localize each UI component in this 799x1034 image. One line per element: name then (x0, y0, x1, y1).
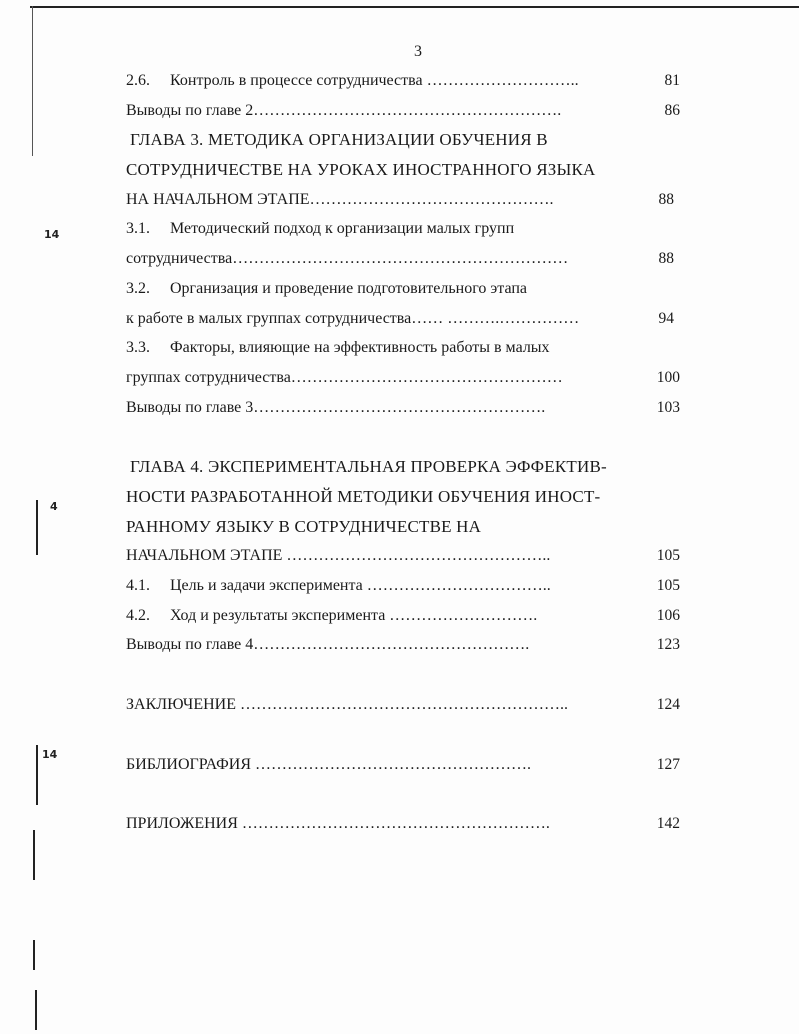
margin-mark: 14 (44, 228, 60, 241)
scan-top-border (30, 6, 799, 8)
toc-entry-number: 4.1. (126, 577, 150, 594)
toc-chapter-line (126, 125, 686, 155)
toc-entry (126, 185, 686, 215)
toc-chapter-title: НОСТИ РАЗРАБОТАННОЙ МЕТОДИКИ ОБУЧЕНИЯ ИНОСТ- (126, 486, 601, 506)
margin-mark: 14 (42, 748, 58, 761)
toc-chapter-line (126, 482, 686, 512)
toc-entry (126, 601, 686, 631)
toc-entry-page: 124 (656, 696, 680, 714)
toc-chapter-line (126, 155, 686, 185)
toc-entry (126, 66, 686, 96)
toc-entry (126, 333, 686, 363)
toc-entry-label: группах сотрудничества…………………………………………… (126, 368, 563, 386)
scan-mark (33, 830, 35, 880)
toc-entry (126, 393, 686, 423)
toc-entry-label: ПРИЛОЖЕНИЯ …………………………………………………. (126, 815, 550, 833)
toc-entry (126, 571, 686, 601)
toc-entry-number: 4.2. (126, 606, 150, 624)
toc-entry-number: 3.1. (126, 220, 150, 238)
toc-entry-page: 106 (656, 606, 680, 624)
toc-entry-label: Выводы по главе 2…………………………………………………. (126, 101, 562, 119)
toc-chapter-line (126, 452, 686, 482)
toc-entry-page: 86 (664, 101, 680, 119)
scan-mark (36, 745, 38, 805)
toc-entry-number: 2.6. (126, 72, 150, 89)
toc-entry-label: ЗАКЛЮЧЕНИЕ …………………………………………………….. (126, 696, 568, 714)
toc-entry-label: Выводы по главе 4……………………………………………. (126, 636, 530, 654)
toc-entry-label: к работе в малых группах сотрудничества…… ……….…………… (126, 309, 580, 327)
toc-entry-page: 105 (656, 577, 680, 594)
toc-entry (126, 541, 686, 571)
toc-entry (126, 363, 686, 393)
toc-chapter-title: ГЛАВА 4. ЭКСПЕРИМЕНТАЛЬНАЯ ПРОВЕРКА ЭФФЕКТИВ- (130, 457, 607, 477)
toc-entry-number: 3.3. (126, 339, 150, 357)
toc-entry-label: Методический подход к организации малых групп (170, 220, 515, 238)
toc-entry-label: НАЧАЛЬНОМ ЭТАПЕ ………………………………………….. (126, 547, 551, 565)
toc-entry-label: Факторы, влияющие на эффективность работы в малых (170, 339, 550, 357)
toc-entry-label: БИБЛИОГРАФИЯ ……………………………………………. (126, 755, 532, 773)
toc-chapter-title: РАННОМУ ЯЗЫКУ В СОТРУДНИЧЕСТВЕ НА (126, 516, 482, 536)
toc-entry-page: 127 (656, 755, 680, 773)
table-of-contents (126, 66, 686, 839)
toc-entry (126, 96, 686, 126)
toc-chapter-title: СОТРУДНИЧЕСТВЕ НА УРОКАХ ИНОСТРАННОГО ЯЗЫКА (126, 160, 596, 180)
toc-entry-page: 100 (656, 368, 680, 386)
scan-mark (35, 990, 37, 1030)
toc-entry (126, 809, 686, 839)
toc-entry-page: 88 (658, 250, 674, 268)
scan-left-edge (32, 6, 33, 156)
toc-entry-page: 123 (656, 636, 680, 654)
toc-entry (126, 214, 686, 244)
toc-entry-label: НА НАЧАЛЬНОМ ЭТАПЕ………………………………………. (126, 190, 554, 208)
toc-entry-page: 94 (658, 309, 674, 327)
toc-entry-page: 103 (656, 398, 680, 416)
toc-entry (126, 630, 686, 660)
toc-entry (126, 690, 686, 720)
toc-entry-page: 88 (658, 190, 674, 208)
toc-chapter-title: ГЛАВА 3. МЕТОДИКА ОРГАНИЗАЦИИ ОБУЧЕНИЯ В (130, 130, 548, 150)
toc-entry-page: 81 (664, 72, 680, 89)
toc-entry-page: 142 (656, 815, 680, 833)
toc-entry (126, 304, 686, 334)
toc-entry-label: Организация и проведение подготовительного этапа (170, 279, 527, 297)
toc-entry-label: Цель и задачи эксперимента …………………………….. (170, 577, 551, 594)
scan-mark (36, 500, 38, 555)
toc-entry-label: сотрудничества……………………………………………………… (126, 250, 569, 268)
scan-mark (33, 940, 35, 970)
toc-entry (126, 274, 686, 304)
toc-entry (126, 244, 686, 274)
toc-entry-page: 105 (656, 547, 680, 565)
page-number: 3 (414, 43, 422, 60)
toc-entry-label: Ход и результаты эксперимента ………………………. (170, 606, 538, 624)
toc-entry-number: 3.2. (126, 279, 150, 297)
toc-entry-label: Выводы по главе 3………………………………………………. (126, 398, 546, 416)
toc-entry-label: Контроль в процессе сотрудничества ……………………….. (170, 72, 579, 89)
toc-entry (126, 750, 686, 780)
toc-chapter-line (126, 512, 686, 542)
margin-mark: 4 (50, 500, 58, 513)
